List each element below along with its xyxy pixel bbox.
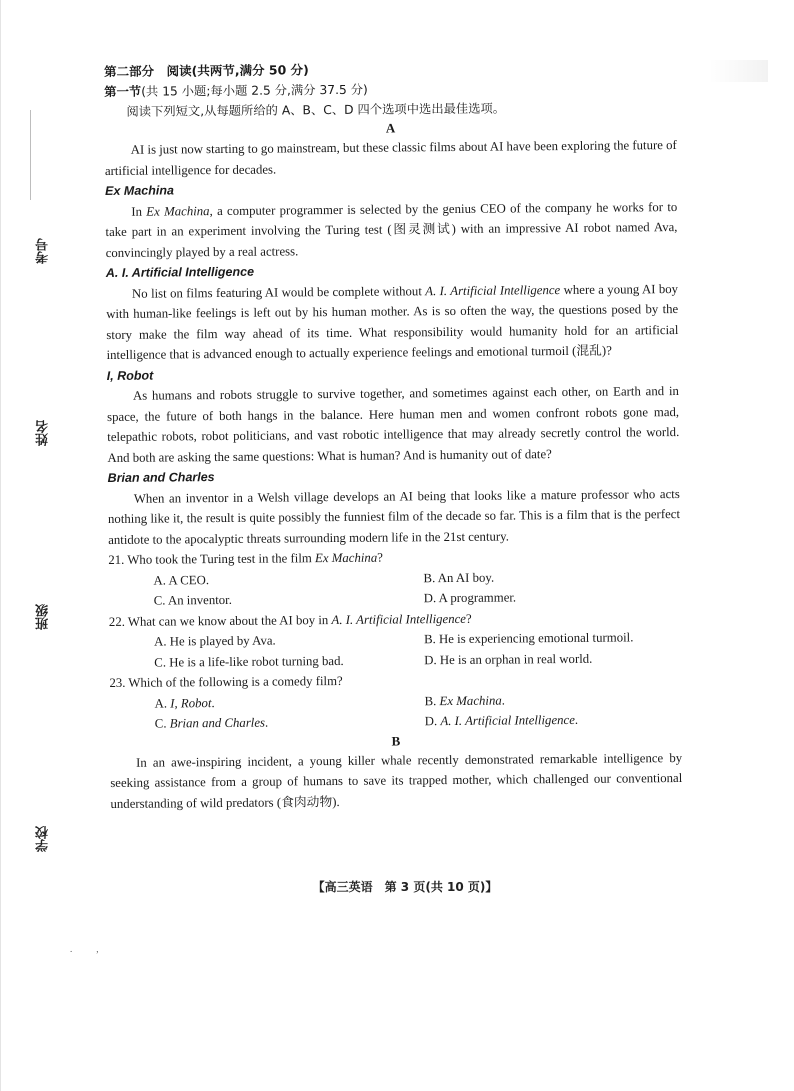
speck: . [70, 944, 73, 954]
exam-page [104, 57, 683, 814]
film-block [106, 258, 679, 365]
option-a: A. I, Robot. [154, 695, 215, 711]
option-c: C. He is a life-like robot turning bad. [154, 653, 344, 670]
film-title-inline: A. I. Artificial Intelligence [425, 282, 561, 298]
option-d: D. A programmer. [423, 590, 517, 606]
question-stem: 23. Which of the following is a comedy film? [109, 673, 343, 690]
question-21 [108, 545, 681, 611]
option-c: C. Brian and Charles. [154, 715, 269, 731]
option-d: D. He is an orphan in real world. [424, 651, 593, 667]
film-title-inline: Ex Machina [146, 203, 210, 219]
option-c: C. An inventor. [153, 592, 232, 608]
film-title: I, Robot [106, 368, 154, 383]
passage-a-letter: A [385, 120, 396, 136]
option-b: B. An AI boy. [423, 570, 495, 585]
passage-a-intro: AI is just now starting to go mainstream, but these classic films about AI have been exploring the future of artificial intelligence for decades. [104, 138, 677, 178]
question-stem: 21. Who took the Turing test in the film Ex Machina? [108, 550, 383, 567]
class-label: 班级 [36, 604, 51, 630]
question-stem: 22. What can we know about the AI boy in A. I. Artificial Intelligence? [108, 611, 472, 629]
section-detail: (共 15 小题;每小题 2.5 分,满分 37.5 分) [141, 82, 368, 99]
answer-options [109, 627, 681, 673]
film-block [107, 360, 680, 467]
scan-specks [70, 944, 123, 954]
film-description: No list on films featuring AI would be complete without A. I. Artificial Intelligence where a young AI boy with human-like feelings is left out by his human mother. As is so often the way, the questions posed by the story make the film way ahead of its time. What responsibility would humanity hold for an artificial intelligence that is advanced enough to actually experience feelings and emotional turmoil (混乱)? [106, 281, 679, 362]
film-block [108, 463, 681, 550]
section-label: 第一节 [104, 84, 142, 99]
option-b: B. He is experiencing emotional turmoil. [423, 630, 634, 647]
name-label: 姓名 [36, 420, 51, 446]
part-heading: 第二部分 阅读(共两节,满分 50 分) [104, 62, 309, 79]
film-description: When an inventor in a Welsh village develops an AI being that looks like a mature professor who acts nothing like it, the result is quite possibly the funniest film of the decade so far. This is a film that is the perfect antidote to the apocalyptic threats surrounding modern life in the 21st century. [107, 486, 681, 547]
exam-number-label: 考号 [36, 238, 51, 264]
answer-options [110, 688, 682, 734]
scan-smudge [708, 60, 768, 82]
passage-b-intro: In an awe-inspiring incident, a young killer whale recently demonstrated remarkable intelligence by seeking assistance from a group of humans to save its trapped mother, which challenged our conventional understanding of wild predators (食肉动物). [110, 750, 683, 811]
passage-b-letter: B [391, 732, 401, 749]
film-description: As humans and robots struggle to survive together, and sometimes against each other, on Earth and in space, the future of both hangs in the balance. Here human men and women confront robots gone mad, telepathic robots, robot politicians, and vast robotic intelligence that may already secretly control the world. And both are asking the same questions: What is human? And is humanity out of date? [107, 383, 680, 465]
school-label: 学校 [36, 826, 51, 852]
film-block [105, 176, 678, 263]
option-b: B. Ex Machina. [424, 693, 505, 708]
binding-line [30, 110, 31, 200]
option-a: A. He is played by Ava. [153, 633, 276, 649]
film-title: Brian and Charles [107, 470, 215, 485]
page-footer: 【高三英语 第 3 页(共 10 页)】 [312, 880, 498, 894]
answer-options [108, 565, 680, 611]
film-title: A. I. Artificial Intelligence [105, 264, 255, 280]
instructions: 阅读下列短文,从每题所给的 A、B、C、D 四个选项中选出最佳选项。 [126, 101, 506, 119]
film-title: Ex Machina [105, 183, 174, 198]
option-a: A. A CEO. [153, 572, 210, 588]
question-22 [109, 606, 682, 672]
option-d: D. A. I. Artificial Intelligence. [424, 712, 579, 729]
speck: , [96, 944, 99, 954]
film-description: In Ex Machina, a computer programmer is selected by the genius CEO of the company he works for to take part in an experiment involving the Turing test (图灵测试) with an impressive AI robot named Ava, convincingly played by a real actress. [105, 199, 678, 260]
question-23 [109, 668, 682, 734]
